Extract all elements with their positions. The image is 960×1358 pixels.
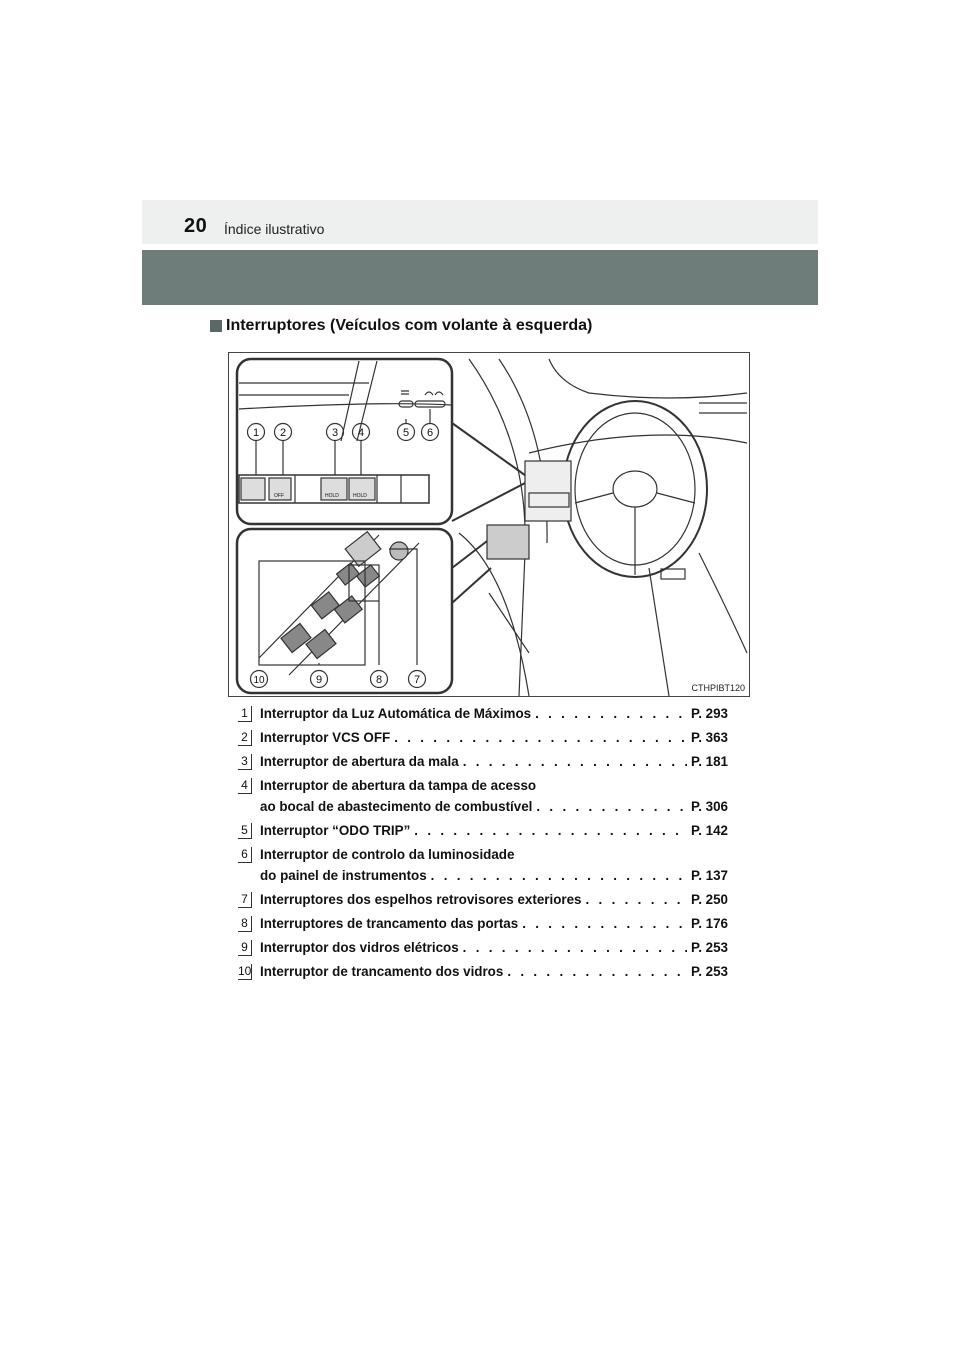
list-item — [238, 727, 728, 748]
item-label: Interruptor VCS OFF — [260, 730, 391, 745]
page-reference-link[interactable]: P. 137 — [691, 868, 728, 883]
dot-leader — [522, 913, 687, 934]
list-item — [238, 937, 728, 958]
illustration-drawing — [229, 353, 749, 696]
item-number: 10 — [238, 964, 252, 978]
page-reference-link[interactable]: P. 142 — [691, 823, 728, 838]
page-reference-link[interactable]: P. 306 — [691, 799, 728, 814]
switch-label-hold-fuel: HOLD — [353, 493, 367, 499]
page-reference-link[interactable]: P. 250 — [691, 892, 728, 907]
item-label: Interruptor de trancamento dos vidros — [260, 964, 504, 979]
callout-6: 6 — [426, 427, 434, 439]
list-item — [238, 961, 728, 982]
item-number: 7 — [238, 892, 252, 908]
page-reference-link[interactable]: P. 253 — [691, 940, 728, 955]
section-band — [142, 250, 818, 305]
heading-square-icon — [210, 320, 222, 332]
section-heading-text: Interruptores (Veículos com volante à esquerda) — [226, 317, 593, 334]
dot-leader — [586, 889, 688, 910]
item-number: 1 — [238, 706, 252, 722]
callout-4: 4 — [357, 427, 365, 439]
list-item — [238, 889, 728, 910]
item-label-line: Interruptor de controlo da luminosidade — [260, 847, 515, 862]
list-item — [238, 913, 728, 934]
page-reference-link[interactable]: P. 293 — [691, 706, 728, 721]
item-number: 2 — [238, 730, 252, 746]
list-item — [238, 844, 728, 886]
page-number: 20 — [184, 215, 208, 237]
callout-9: 9 — [315, 674, 323, 686]
item-number: 5 — [238, 823, 252, 839]
switch-label-off: OFF — [274, 493, 284, 499]
list-item — [238, 703, 728, 724]
dot-leader — [414, 820, 687, 841]
item-label: Interruptor de abertura da mala — [260, 754, 459, 769]
dot-leader — [536, 796, 687, 817]
chapter-title: Índice ilustrativo — [224, 221, 325, 237]
page-reference-link[interactable]: P. 363 — [691, 730, 728, 745]
callout-1: 1 — [252, 427, 260, 439]
item-label: Interruptores dos espelhos retrovisores exteriores — [260, 892, 582, 907]
dot-leader — [431, 865, 687, 886]
item-number: 6 — [238, 847, 252, 863]
item-label: Interruptores de trancamento das portas — [260, 916, 519, 931]
page-reference-link[interactable]: P. 176 — [691, 916, 728, 931]
item-number: 3 — [238, 754, 252, 770]
dot-leader — [463, 937, 687, 958]
list-item — [238, 820, 728, 841]
dot-leader — [463, 751, 687, 772]
page-reference-link[interactable]: P. 253 — [691, 964, 728, 979]
switch-label-hold-trunk: HOLD — [325, 493, 339, 499]
list-item — [238, 751, 728, 772]
switch-list — [238, 703, 728, 985]
switches-illustration — [228, 352, 750, 697]
item-label: do painel de instrumentos — [260, 868, 427, 883]
item-label-line: Interruptor de abertura da tampa de acesso — [260, 778, 537, 793]
item-label: Interruptor dos vidros elétricos — [260, 940, 459, 955]
item-label: ao bocal de abastecimento de combustível — [260, 799, 533, 814]
item-label: Interruptor “ODO TRIP” — [260, 823, 411, 838]
item-number: 4 — [238, 778, 252, 794]
callout-8: 8 — [375, 674, 383, 686]
item-label: Interruptor da Luz Automática de Máximos — [260, 706, 532, 721]
figure-code: CTHPIBT120 — [691, 683, 745, 693]
dot-leader — [535, 703, 687, 724]
callout-2: 2 — [279, 427, 287, 439]
callout-10: 10 — [253, 675, 265, 686]
callout-7: 7 — [413, 674, 421, 686]
item-number: 9 — [238, 940, 252, 956]
item-number: 8 — [238, 916, 252, 932]
section-heading — [210, 317, 592, 335]
list-item — [238, 775, 728, 817]
callout-5: 5 — [402, 427, 410, 439]
dot-leader — [507, 961, 687, 982]
callout-3: 3 — [331, 427, 339, 439]
page-reference-link[interactable]: P. 181 — [691, 754, 728, 769]
dot-leader — [394, 727, 687, 748]
